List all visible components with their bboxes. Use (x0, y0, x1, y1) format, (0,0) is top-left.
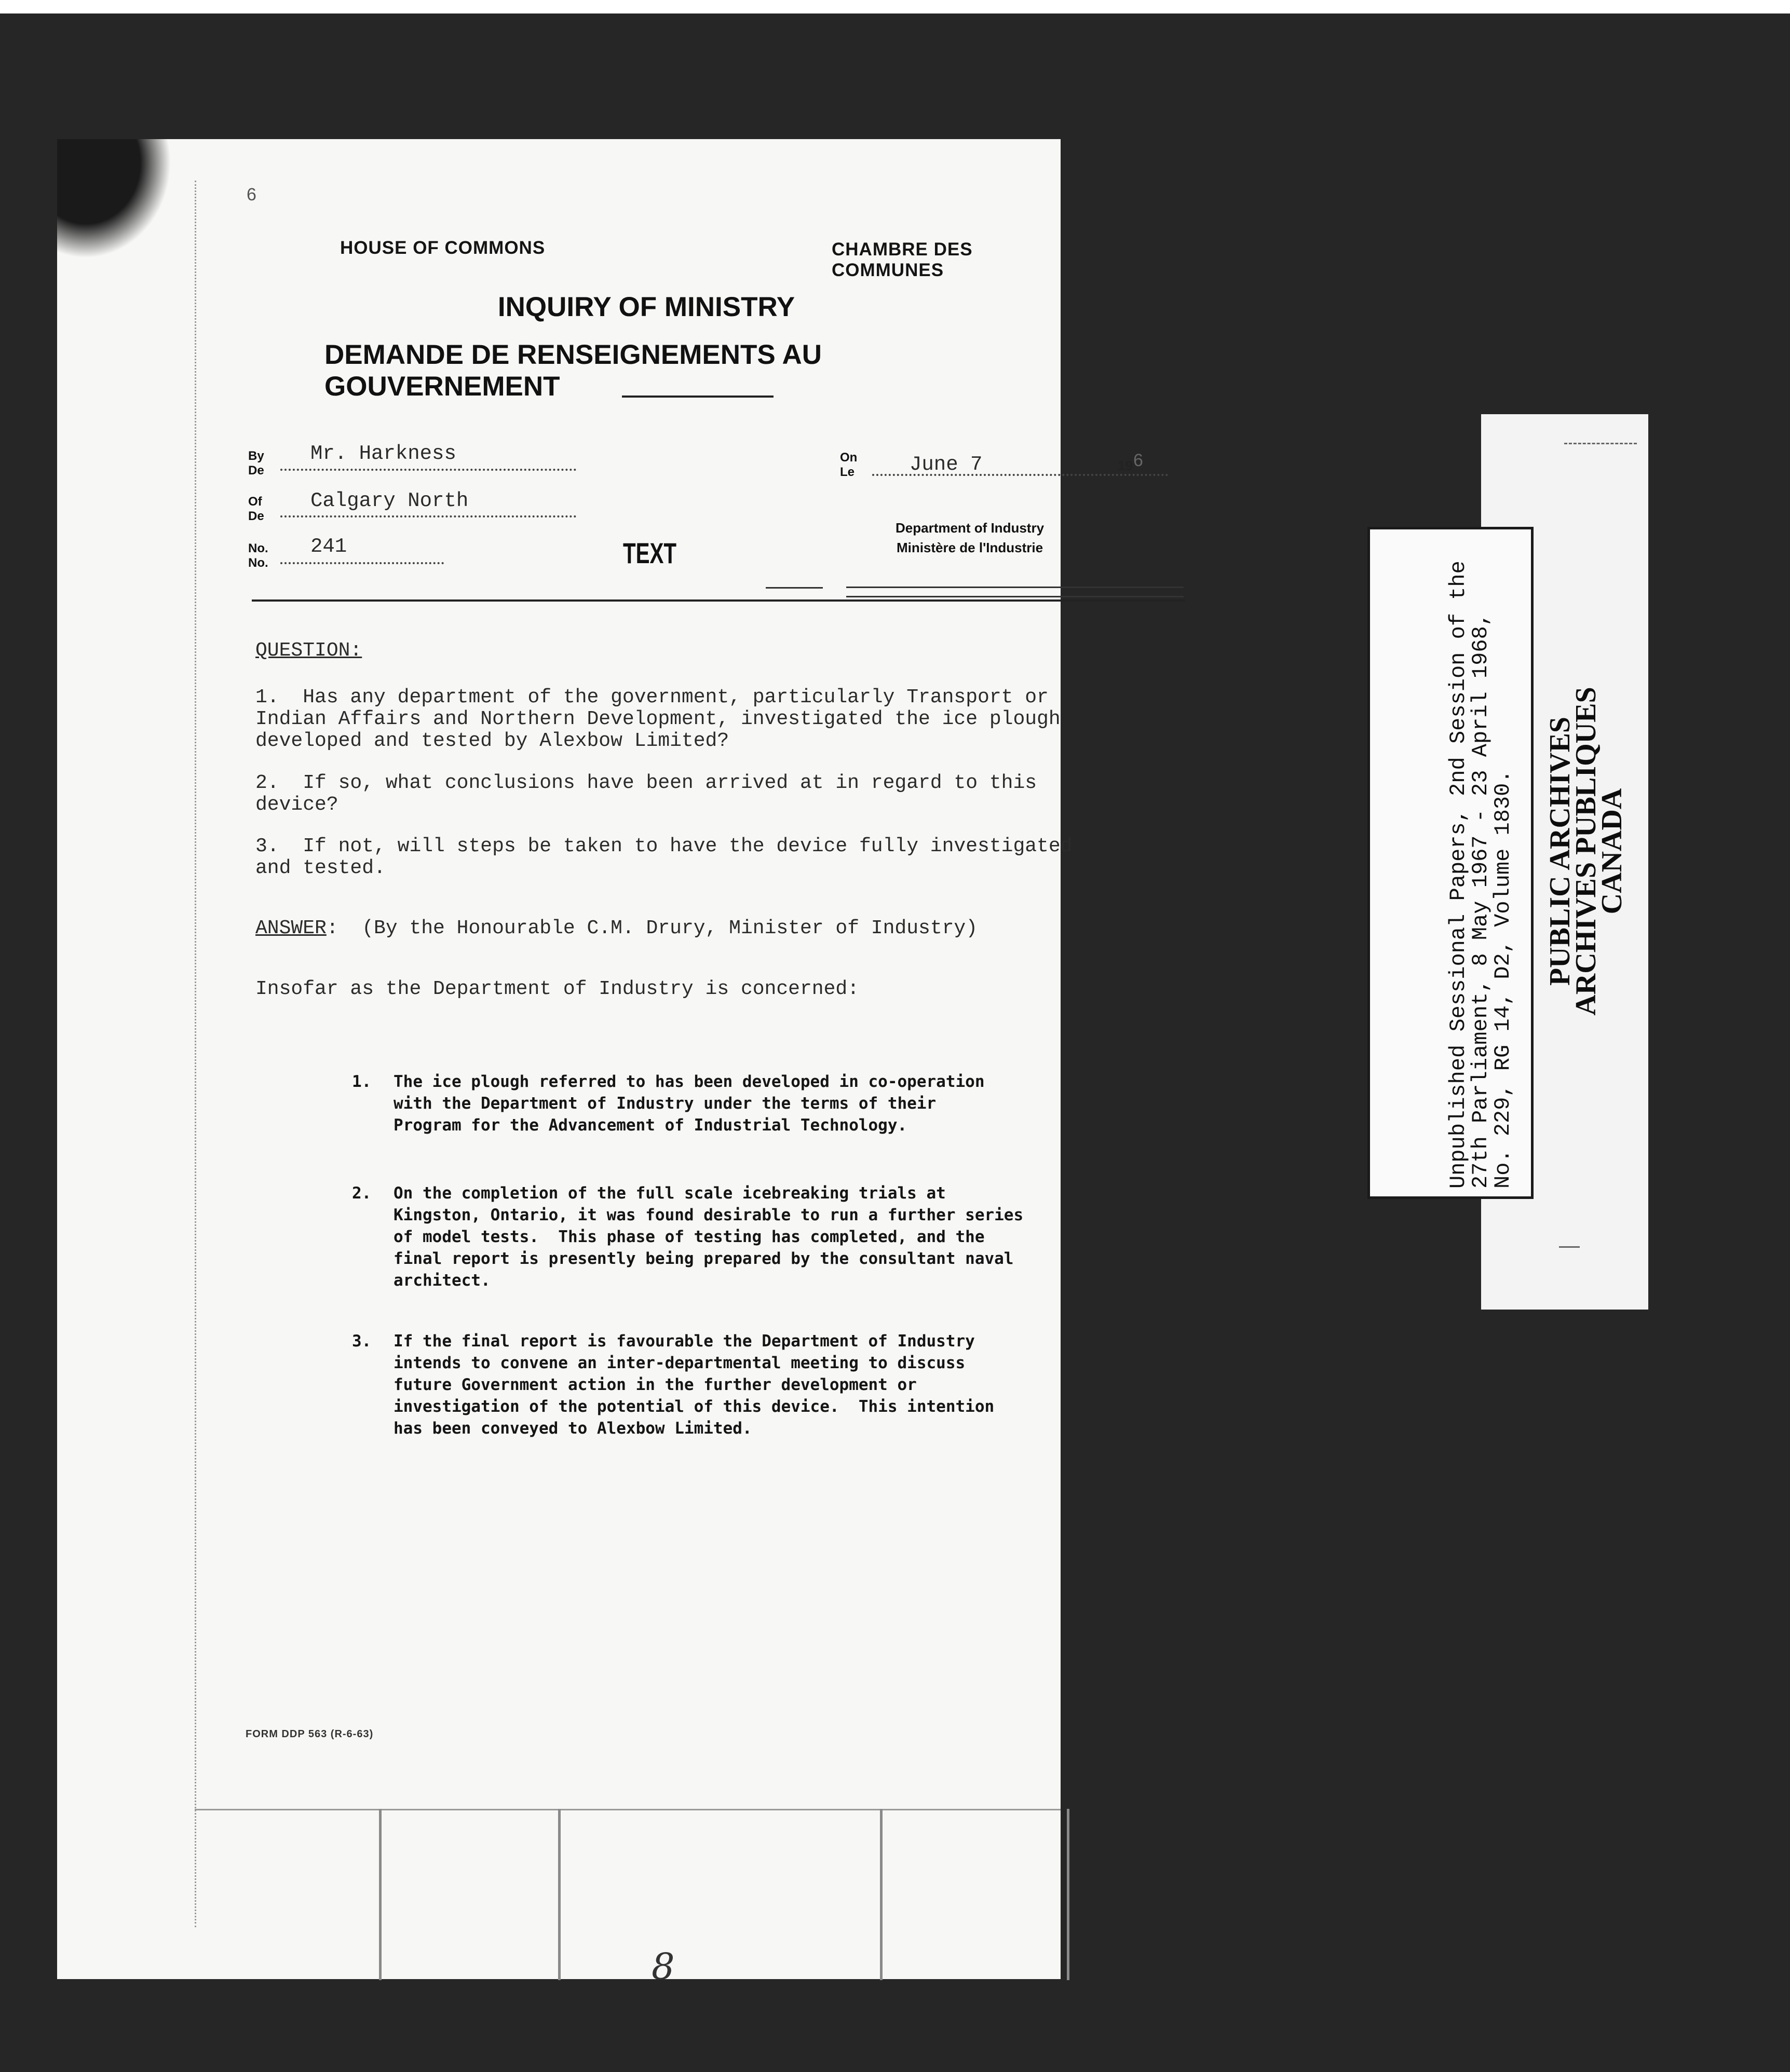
of-value: Calgary North (310, 489, 469, 512)
separator (766, 587, 823, 589)
text-stamp: TEXT (623, 537, 677, 569)
separator (846, 587, 1184, 588)
title-french: DEMANDE DE RENSEIGNEMENTS AU GOUVERNEMENT (324, 339, 822, 402)
fold-mark (880, 1809, 883, 1980)
number-value: 241 (310, 535, 347, 558)
question-item: 1. Has any department of the government, particularly Transport or Indian Affairs and Northern Development, investigated the ice plough developed and tested by Alexbow Limited? (255, 686, 1061, 752)
label-mark (1559, 1246, 1580, 1248)
header-rule (252, 599, 1185, 602)
form-number: FORM DDP 563 (R-6-63) (246, 1728, 374, 1740)
year-handwritten: 6 (1133, 451, 1143, 470)
label-mark (1564, 443, 1637, 444)
corner-mark: 6 (247, 185, 256, 205)
fold-line (195, 1809, 1061, 1810)
answer-heading: ANSWER (255, 917, 327, 939)
year-prefix: 19 (1118, 458, 1133, 473)
answer-heading-line (255, 918, 978, 939)
fold-mark (558, 1809, 561, 1980)
by-value: Mr. Harkness (310, 442, 456, 465)
header-chambre-des-communes: CHAMBRE DES COMMUNES (832, 239, 973, 280)
number-field-line (280, 562, 444, 564)
by-label: By De (248, 449, 264, 478)
title-rule (622, 396, 774, 398)
answer-attribution: : (By the Honourable C.M. Drury, Minister of Industry) (326, 917, 978, 939)
archive-stamp: PUBLIC ARCHIVES ARCHIVES PUBLIQUES CANADA (1544, 687, 1628, 1016)
document-page: 6 HOUSE OF COMMONS CHAMBRE DES COMMUNES INQUIRY OF MINISTRY DEMANDE DE RENSEIGNEMENTS AU GOUVERNEMENT By De Mr. Harkness Of De Calgary North No. No. 241 TEXT On Le June 7 19 6 Department of Industry Ministère de l'Industrie QUESTION: 1. Has any department of the government, particularly Transport or Indian Affairs and Northern Development, investigated the ice plough developed and tested by Alexbow Limited? 2. If so, what conclusions have been arrived at in regard to this device? 3. If not, will steps be taken to have the device fully investigated and tested. ANSWER: (By the Honourable C.M. Drury, Minister of Industry) Insofar as the Department of Industry is concerned: 1. The ice plough referred to has been developed in co-operation with the Department of Industry under the terms of their Program for the Advancement of Industrial Technology. 2. On the completion of the full scale icebreaking trials at Kingston, Ontario, it was found desirable to run a further series of model tests. This phase of testing has completed, and the final report is presently being prepared by the consultant naval architect. 3. If the final report is favourable the Department of Industry intends to convene an inter-departmental meeting to discuss future Government action in the further development or investigation of the potential of this device. This intention has been conveyed to Alexbow Limited. FORM DDP 563 (R-6-63) 8 (57, 139, 1061, 1979)
scan-top-strip (0, 0, 1790, 13)
question-heading: QUESTION: (255, 639, 362, 662)
of-field-line (280, 515, 576, 517)
fold-mark (1067, 1809, 1069, 1980)
archive-citation: Unpublished Sessional Papers, 2nd Session of the 27th Parliament, 8 May 1967 - 23 April 1968, No. 229, RG 14, D2, Volume 1830. (1446, 561, 1515, 1189)
page-number: 8 (652, 1945, 675, 1988)
question-item: 3. If not, will steps be taken to have the device fully investigated and tested. (255, 835, 1073, 879)
margin-line (195, 181, 196, 1927)
header-house-of-commons: HOUSE OF COMMONS (340, 238, 546, 258)
title-english: INQUIRY OF MINISTRY (497, 292, 795, 322)
of-label: Of De (248, 495, 264, 523)
date-field-line (872, 474, 1168, 476)
question-item: 2. If so, what conclusions have been arrived at in regard to this device? (255, 772, 1037, 816)
department-block: Department of Industry Ministère de l'Industrie (896, 520, 1045, 555)
ink-blot (57, 139, 171, 258)
date-label: On Le (840, 451, 858, 479)
fold-mark (379, 1809, 382, 1980)
answer-intro: Insofar as the Department of Industry is concerned: (255, 978, 859, 1000)
separator (846, 596, 1184, 597)
by-field-line (280, 469, 576, 471)
number-label: No. No. (248, 541, 268, 570)
date-value: June 7 (910, 453, 983, 476)
